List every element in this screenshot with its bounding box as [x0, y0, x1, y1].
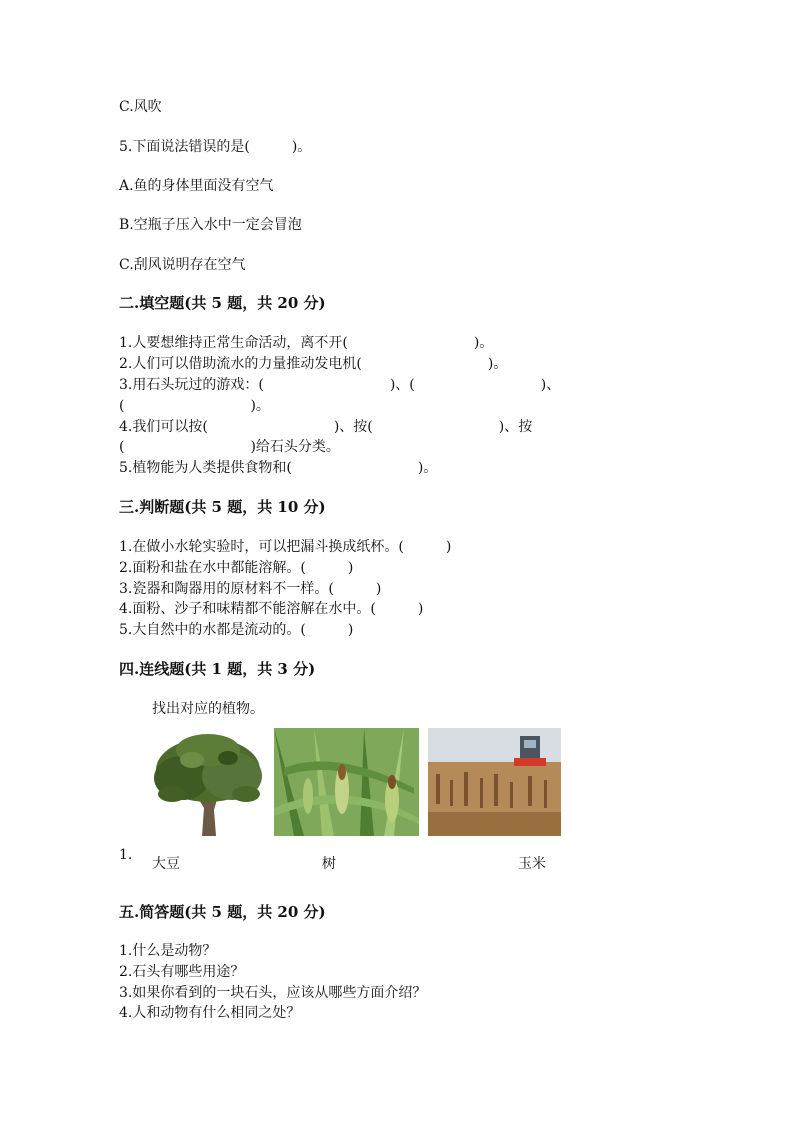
fill-item-1: 1.人要想维持正常生命活动，离不开( )。 [119, 335, 494, 351]
tree-image [152, 728, 264, 836]
matching-instruction: 找出对应的植物。 [152, 701, 264, 717]
judge-item-1: 1.在做小水轮实验时，可以把漏斗换成纸杯。( ) [119, 539, 452, 555]
label-corn: 玉米 [518, 856, 546, 872]
question-5-stem: 5.下面说法错误的是( )。 [119, 139, 312, 155]
judge-item-2: 2.面粉和盐在水中都能溶解。( ) [119, 560, 354, 576]
fill-item-4-cont: ( )给石头分类。 [119, 439, 340, 455]
judge-item-3: 3.瓷器和陶器用的原材料不一样。( ) [119, 581, 382, 597]
fill-item-3: 3.用石头玩过的游戏：( )、( )、 [119, 377, 561, 393]
matching-item-number: 1. [119, 847, 133, 863]
section-4-title: 四.连线题(共 1 题，共 3 分) [119, 660, 316, 678]
fill-item-2: 2.人们可以借助流水的力量推动发电机( )。 [119, 356, 508, 372]
judge-item-5: 5.大自然中的水都是流动的。( ) [119, 622, 354, 638]
label-soybean: 大豆 [152, 856, 180, 872]
section-2-title: 二.填空题(共 5 题，共 20 分) [119, 294, 326, 312]
question-5-option-c: C.刮风说明存在空气 [119, 257, 246, 273]
label-tree: 树 [322, 856, 336, 872]
short-answer-1: 1.什么是动物？ [119, 943, 217, 959]
section-5-title: 五.简答题(共 5 题，共 20 分) [119, 903, 326, 921]
corn-image [274, 728, 419, 836]
short-answer-3: 3.如果你看到的一块石头，应该从哪些方面介绍？ [119, 985, 427, 1001]
question-5-option-b: B.空瓶子压入水中一定会冒泡 [119, 217, 302, 233]
fill-item-5: 5.植物能为人类提供食物和( )。 [119, 460, 438, 476]
short-answer-4: 4.人和动物有什么相同之处？ [119, 1005, 301, 1021]
section-3-title: 三.判断题(共 5 题，共 10 分) [119, 498, 326, 516]
judge-item-4: 4.面粉、沙子和味精都不能溶解在水中。( ) [119, 601, 424, 617]
fill-item-3-cont: ( )。 [119, 398, 270, 414]
short-answer-2: 2.石头有哪些用途？ [119, 964, 245, 980]
question-5-option-a: A.鱼的身体里面没有空气 [119, 178, 274, 194]
fill-item-4: 4.我们可以按( )、按( )、按 [119, 419, 533, 435]
option-c-wind: C.风吹 [119, 99, 162, 115]
soybean-image [428, 728, 561, 836]
